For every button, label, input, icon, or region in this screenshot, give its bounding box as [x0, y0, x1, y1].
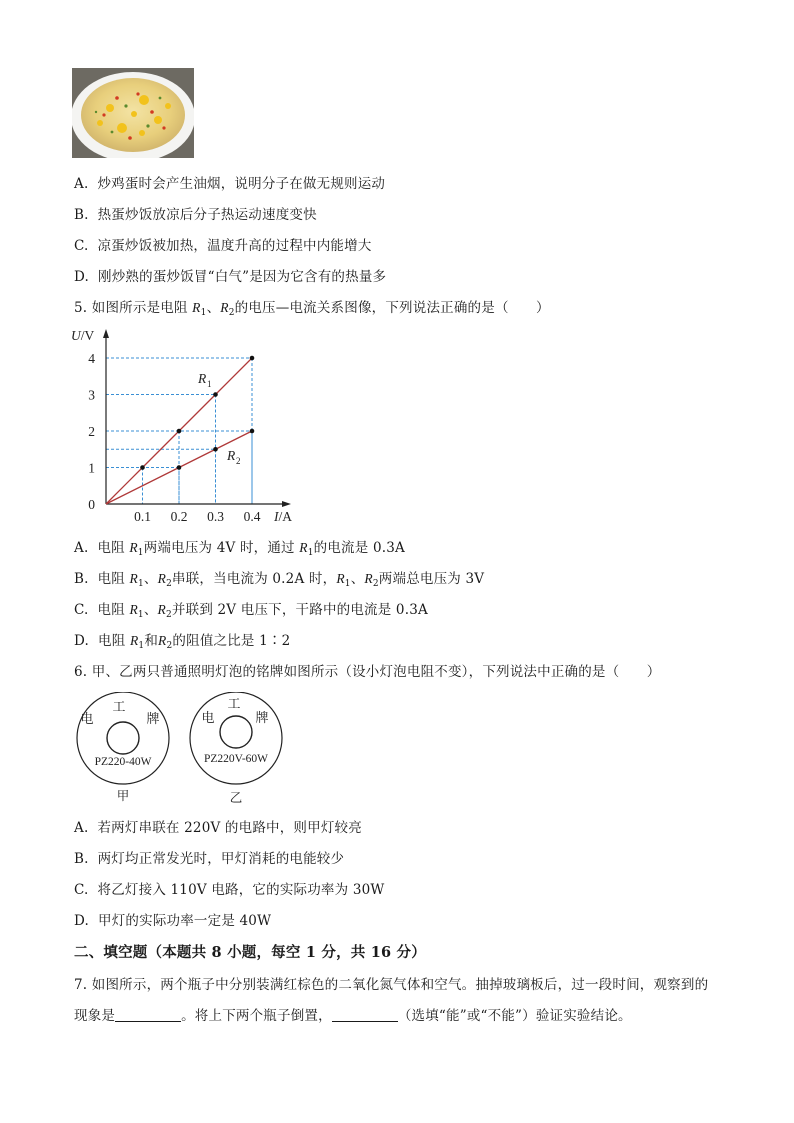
y-tick-label: 4	[88, 351, 95, 366]
data-point-r1	[250, 356, 255, 361]
bulb-jia-right-char: 牌	[146, 711, 160, 726]
data-point-r2	[250, 429, 255, 434]
q4-option-a: A. 炒鸡蛋时会产生油烟，说明分子在做无规则运动	[74, 176, 386, 192]
y-axis-arrow	[103, 329, 109, 338]
q7-blank-1[interactable]	[115, 1009, 181, 1022]
bulb-jia-nameplate	[77, 692, 169, 803]
data-point-r1	[213, 392, 218, 397]
data-point-r1	[177, 429, 182, 434]
bulb-yi-right-char: 牌	[255, 710, 269, 725]
q5-option-d: D. 电阻 $R_1$和$R_2$的阻值之比是 1∶2	[74, 633, 291, 651]
fried-rice-photo	[72, 68, 194, 158]
q6-option-c: C. 将乙灯接入 110V 电路，它的实际功率为 30W	[74, 882, 385, 898]
series-label-r1: R	[198, 371, 207, 386]
bulb-jia-top-char: 工	[112, 699, 126, 714]
y-tick-label: 1	[88, 460, 95, 476]
q6-option-b: B. 两灯均正常发光时，甲灯消耗的电能较少	[74, 851, 345, 867]
bulb-nameplates-figure	[68, 692, 308, 810]
series-label-r1-sub: 1	[207, 379, 212, 389]
x-axis-label: I/A	[274, 509, 292, 524]
q5-option-a: A. 电阻 $R_1$两端电压为 4V 时，通过 $R_1$的电流是 0.3A	[74, 540, 405, 558]
q6-stem: 6. 甲、乙两只普通照明灯泡的铭牌如图所示（设小灯泡电阻不变），下列说法中正确的是（ ）	[74, 664, 661, 680]
x-axis-arrow	[282, 501, 291, 507]
x-tick-label: 0.3	[207, 509, 224, 524]
y-tick-label: 3	[88, 387, 95, 403]
y-axis-label: U/V	[71, 328, 95, 343]
q4-option-b: B. 热蛋炒饭放凉后分子热运动速度变快	[74, 207, 317, 223]
bulb-yi-top-char: 工	[227, 696, 241, 711]
x-tick-label: 0.1	[134, 509, 151, 524]
q6-option-a: A. 若两灯串联在 220V 的电路中，则甲灯较亮	[74, 820, 362, 836]
q7-blank-2[interactable]	[332, 1009, 398, 1022]
data-point-r2	[177, 465, 182, 470]
section-2-title: 二、填空题（本题共 8 小题，每空 1 分，共 16 分）	[74, 944, 426, 961]
bulb-yi-caption: 乙	[229, 791, 243, 805]
q5-option-b: B. 电阻 $R_1$、$R_2$串联，当电流为 0.2A 时，$R_1$、$R_2$两端总电压为 3V	[74, 571, 485, 589]
series-label-r2-sub: 2	[236, 456, 241, 466]
bulb-jia-rating: PZ220-40W	[94, 756, 152, 768]
origin-label: 0	[88, 497, 95, 512]
data-point-r1	[140, 465, 145, 470]
series-label-r2: R	[227, 448, 236, 463]
bulb-yi-left-char: 电	[201, 710, 215, 725]
u-i-chart	[66, 322, 306, 532]
x-tick-label: 0.4	[243, 509, 261, 524]
bulb-yi-rating: PZ220V-60W	[203, 753, 269, 765]
y-tick-label: 2	[88, 424, 95, 439]
data-point-r2	[213, 447, 218, 452]
q4-option-c: C. 凉蛋炒饭被加热，温度升高的过程中内能增大	[74, 238, 372, 254]
q5-stem: 5. 如图所示是电阻 $R_1$、$R_2$的电压—电流关系图像，下列说法正确的是（ ）	[74, 300, 550, 318]
q7-line-1: 7. 如图所示，两个瓶子中分别装满红棕色的二氧化氮气体和空气。抽掉玻璃板后，过一段时间，观察到的	[74, 977, 709, 993]
bulb-jia-caption: 甲	[116, 789, 130, 803]
bulb-yi-nameplate	[190, 692, 282, 805]
q7-line-2: 现象是 。将上下两个瓶子倒置， （选填“能”或“不能”）验证实验结论。	[74, 1008, 632, 1024]
q6-option-d: D. 甲灯的实际功率一定是 40W	[74, 913, 272, 929]
x-tick-label: 0.2	[170, 509, 188, 524]
bulb-jia-left-char: 电	[80, 711, 94, 726]
q5-option-c: C. 电阻 $R_1$、$R_2$并联到 2V 电压下，干路中的电流是 0.3A	[74, 602, 428, 620]
q4-option-d: D. 刚炒熟的蛋炒饭冒“白气”是因为它含有的热量多	[74, 269, 387, 285]
